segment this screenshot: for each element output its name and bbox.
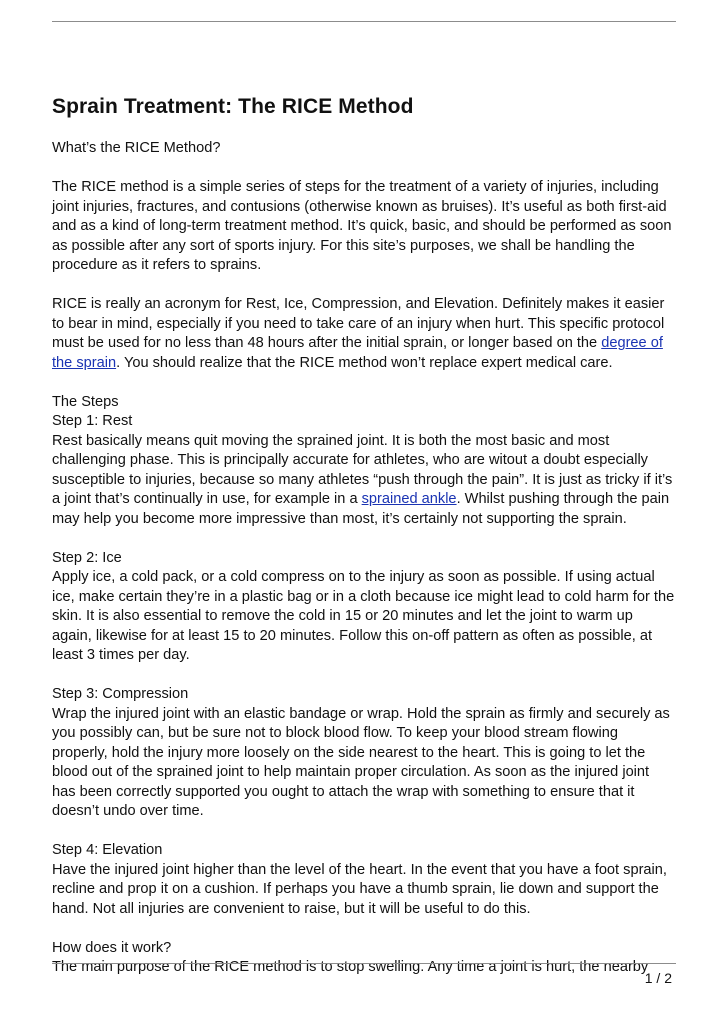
footer-rule <box>52 963 676 964</box>
paragraph-acronym-text: RICE is really an acronym for Rest, Ice, Compression, and Elevation. Definitely makes it easier to bear in mind, especially if you need to take care of an injury when hurt. This specific protocol must be used for no less than 48 hours after the initial sprain, or longer based on the <box>52 296 665 351</box>
step1-text-end: . Whilst pushing through the pain may help you become more impressive than most, it’s certainly not supporting the sprain. <box>52 491 670 527</box>
step2-heading: Step 2: Ice <box>52 549 122 566</box>
degree-of-sprain-link[interactable]: degree of the sprain <box>52 335 663 371</box>
paragraph-acronym <box>52 295 676 373</box>
step3-heading: Step 3: Compression <box>52 686 189 702</box>
how-heading: How does it work? <box>52 939 172 956</box>
step2-text: Apply ice, a cold pack, or a cold compress on to the injury as soon as possible. If using actual ice, make certain they’re in a plastic bag or in a cloth because ice might lead to cold harm for the skin. It is also essential to remove the cold in 15 or 20 minutes and let the joint to warm up again, likewise for at least 15 to 20 minutes. Follow this on-off pattern as often as possible, at least 3 times per day. <box>52 569 675 663</box>
step3-text: Wrap the injured joint with an elastic bandage or wrap. Hold the sprain as firmly and securely as you possibly can, but be sure not to block blood flow. To keep your blood stream flowing properly, hold the injury more loosely on the side nearest to the heart. This is going to let the blood out of the sprained joint to help maintain proper circulation. As soon as the injured joint has been correctly supported you ought to attach the wrap with something to ensure that it doesn’t undo over time. <box>52 705 670 819</box>
document-body <box>52 94 676 978</box>
intro-question: What’s the RICE Method? <box>52 140 221 156</box>
paragraph-acronym-text-end: . You should realize that the RICE method won’t replace expert medical care. <box>116 354 613 371</box>
step1-text <box>52 432 676 530</box>
how-text: The main purpose of the RICE method is to stop swelling. Any time a joint is hurt, the nearby <box>52 959 649 975</box>
paragraph-intro: The RICE method is a simple series of steps for the treatment of a variety of injuries, including joint injuries, fractures, and contusions (otherwise known as bruises). It’s useful as both first-aid and as a kind of long-term treatment method. It’s quick, basic, and should be performed as soon as possible after any sort of sports injury. For this site’s purposes, we shall be handling the procedure as it refers to sprains. <box>52 179 672 273</box>
page-title: Sprain Treatment: The RICE Method <box>52 95 414 118</box>
step4-text: Have the injured joint higher than the level of the heart. In the event that you have a foot sprain, recline and prop it on a cushion. If perhaps you have a thumb sprain, lie down and support the hand. Not all injuries are convenient to raise, but it will be useful to do this. <box>52 861 667 917</box>
step1-text-start: Rest basically means quit moving the sprained joint. It is both the most basic and most challenging phase. This is principally accurate for athletes, who are witout a doubt especially susceptible to injuries, because so many athletes “push through the pain”. It is just as tricky if it’s a joint that’s continually in use, for example in a <box>52 432 673 507</box>
step4-heading: Step 4: Elevation <box>52 842 163 858</box>
header-rule <box>52 21 676 22</box>
steps-heading: The Steps <box>52 393 119 410</box>
page-number: 1 / 2 <box>644 970 672 986</box>
step1-heading: Step 1: Rest <box>52 413 133 429</box>
sprained-ankle-link[interactable]: sprained ankle <box>361 491 457 507</box>
